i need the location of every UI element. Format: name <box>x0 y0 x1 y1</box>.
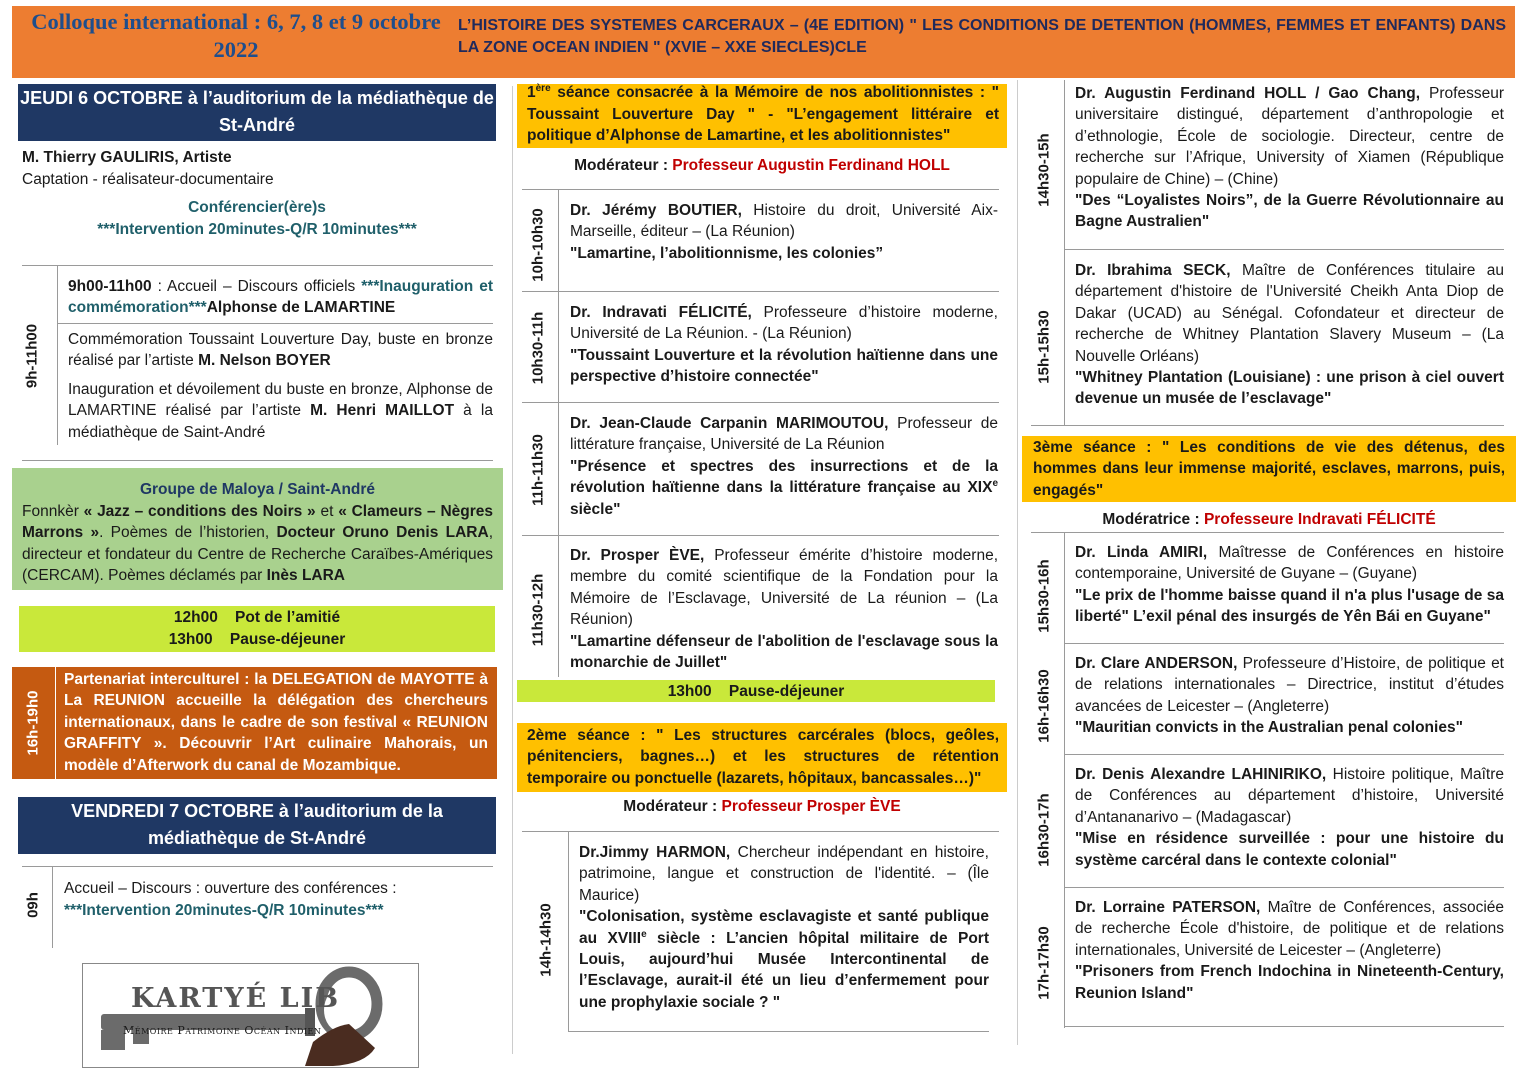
divider <box>1064 249 1504 250</box>
logo-title: KARTYÉ LIB <box>131 983 341 1014</box>
moderator-1: Modérateur : Professeur Augustin Ferdinand HOLL <box>574 157 950 174</box>
maloya-text: Fonnkèr « Jazz – conditions des Noirs » et « Clameurs – Nègres Marrons ». Poèmes de l’historien, Docteur Oruno Denis LARA, directeur et fondateur du Centre de Recherche Caraïbes-Amériques (CERCAM). Poèmes déclamés par Inès LARA <box>22 503 494 585</box>
divider <box>22 866 493 867</box>
slot-time: 9h-11h00 <box>23 323 41 389</box>
talk-holl: Dr. Augustin Ferdinand HOLL / Gao Chang, Professeur universitaire distingué, département d’anthropologie et d’ethnologie, École de sociologie. Directeur, centre de recherche sur l’Afrique, University of Xiamen (République populaire de Chine) – (Chine) "Des “Loyalistes Noirs”, de la Guerre Révolutionnaire au Bagne Australien" <box>1075 85 1504 231</box>
intervention-note: ***Intervention 20minutes-Q/R 10minutes*** <box>97 221 417 238</box>
talk-anderson: Dr. Clare ANDERSON, Professeure d’Histoire, de politique et de relations internationales – Directrice, institut d’études avancées de Leicester – (Angleterre) "Mauritian convicts in the Australian penal colonies" <box>1075 655 1504 737</box>
divider <box>22 460 493 461</box>
divider <box>1064 643 1504 644</box>
divider <box>522 535 999 536</box>
inauguration-text: Inauguration et dévoilement du buste en bronze, Alphonse de LAMARTINE réalisé par l’artiste M. Henri MAILLOT à la médiathèque de Saint-André <box>68 381 493 441</box>
talk-time: 15h-15h30 <box>1035 310 1053 384</box>
talk-marimoutou: Dr. Jean-Claude Carpanin MARIMOUTOU, Professeur de littérature française, Université de La Réunion "Présence et spectres des insurrections et de la révolution haïtienne dans la littérature française au XIXe siècle" <box>570 415 998 518</box>
talk-time: 15h30-16h <box>1035 559 1053 633</box>
divider <box>57 265 58 445</box>
divider <box>522 402 999 403</box>
opening-name: Alphonse de LAMARTINE <box>206 299 396 317</box>
divider <box>568 1031 989 1032</box>
friday-welcome: Accueil – Discours : ouverture des conférences : <box>64 880 397 897</box>
talk-time: 11h-11h30 <box>529 434 547 506</box>
lunch-line: 13h00 Pause-déjeuner <box>168 631 346 648</box>
opening-time: 9h00-11h00 <box>68 278 152 295</box>
moderator-2: Modérateur : Professeur Prosper ÈVE <box>623 798 901 815</box>
friday-time: 09h <box>24 892 42 918</box>
artist-name: M. Thierry GAULIRIS, Artiste <box>22 149 232 166</box>
divider <box>568 831 569 1031</box>
kartye-lib-logo <box>82 963 419 1068</box>
speakers-label: Conférencier(ère)s <box>188 199 326 216</box>
talk-seck: Dr. Ibrahima SECK, Maître de Conférences titulaire au département d'histoire de l'Université Cheikh Anta Diop de Dakar (UCAD) au Sénégal. Cofondateur et directeur de recherche de Whitney Plantation Slavery Museum – (La Nouvelle Orléans) "Whitney Plantation (Louisiane) : une prison à ciel ouvert devenue un musée de l’esclavage" <box>1075 262 1505 408</box>
divider <box>522 189 999 190</box>
column-divider <box>1017 80 1018 1045</box>
talk-harmon: Dr.Jimmy HARMON, Chercheur indépendant en histoire, patrimoine, langue et construction de l'identité. – (Île Maurice) "Colonisation, système esclavagiste et santé publique au XVIIIe siècle : L’ancien hôpital militaire de Port Louis, aujourd’hui Musée Intercontinental de l’Esclavage, aurait-il été un lieu d’enfermement pour une prophylaxie sociale ? " <box>579 844 989 1011</box>
session1-text: 1ère séance consacrée à la Mémoire de nos abolitionnistes : " Toussaint Louverture Day " - "L’engagement littéraire et politique d’Alphonse de Lamartine, et les abolitionnistes" <box>527 83 999 144</box>
moderator-3: Modératrice : Professeure Indravati FÉLICITÉ <box>1102 511 1436 528</box>
pot-line: 12h00 Pot de l’amitié <box>173 609 341 626</box>
lunch-line: 13h00 Pause-déjeuner <box>667 683 845 700</box>
talk-time: 17h-17h30 <box>1035 926 1053 1000</box>
colloquium-dates: Colloque international : 6, 7, 8 et 9 octobre 2022 <box>31 9 441 63</box>
divider <box>1064 532 1065 1028</box>
talk-time: 16h-16h30 <box>1035 669 1053 743</box>
talk-amiri: Dr. Linda AMIRI, Maîtresse de Conférences en histoire contemporaine, Université de Guyane – (Guyane) "Le prix de l'homme baisse quand il n'a plus l'usage de sa liberté" L’exil pénal des insurgés de Yên Bái en Guyane" <box>1075 544 1504 626</box>
divider <box>1064 754 1504 755</box>
day1-banner: JEUDI 6 OCTOBRE à l’auditorium de la médiathèque de St-André <box>18 84 496 141</box>
divider <box>1064 80 1065 425</box>
column-divider <box>512 86 513 1054</box>
divider <box>55 667 56 779</box>
opening-text: : Accueil – Discours officiels <box>151 278 362 295</box>
talk-eve: Dr. Prosper ÈVE, Professeur émérite d’histoire moderne, membre du comité scientifique de la Fondation pour la Mémoire de l’Esclavage, Université de La réunion – (La Réunion) "Lamartine défenseur de l'abolition de l'esclavage sous la monarchie de Juillet" <box>570 547 998 671</box>
maloya-title: Groupe de Maloya / Saint-André <box>139 481 376 498</box>
opening-slot <box>68 276 493 319</box>
talk-boutier: Dr. Jérémy BOUTIER, Histoire du droit, Université Aix-Marseille, éditeur – (La Réunion) "Lamartine, l’abolitionnisme, les colonies” <box>570 202 998 262</box>
commemoration-text: Commémoration Toussaint Louverture Day, buste en bronze réalisé par l’artiste M. Nelson BOYER <box>68 331 493 370</box>
session3-text: 3ème séance : " Les conditions de vie des détenus, des hommes dans leur immense majorité, esclaves, marrons, puis, engagés" <box>1033 439 1505 499</box>
divider <box>522 831 999 832</box>
talk-felicite: Dr. Indravati FÉLICITÉ, Professeure d’histoire moderne, Université de La Réunion. - (La Réunion) "Toussaint Louverture et la révolution haïtienne dans une perspective d’histoire connectée" <box>570 304 998 386</box>
talk-time: 10h-10h30 <box>529 208 547 282</box>
artist-role: Captation - réalisateur-documentaire <box>22 171 274 188</box>
talk-lahiniriko: Dr. Denis Alexandre LAHINIRIKO, Histoire politique, Maître de Conférences au département d’histoire, Université d’Antananarivo – (Madagascar) "Mise en résidence surveillée : pour une histoire du système carcéral dans le contexte colonial" <box>1075 766 1504 869</box>
divider <box>1031 425 1504 426</box>
talk-time: 14h30-15h <box>1035 133 1053 207</box>
divider <box>1064 1026 1504 1027</box>
divider <box>58 323 493 324</box>
talk-paterson: Dr. Lorraine PATERSON, Maître de Conférences, associée de recherche École d'histoire, de politique et de relations internationales, Université de Leicester – (Angleterre) "Prisoners from French Indochina in Nineteenth-Century, Reunion Island" <box>1075 899 1504 1002</box>
divider <box>558 189 559 677</box>
divider <box>22 265 493 266</box>
divider <box>52 866 53 948</box>
divider <box>1031 532 1504 533</box>
logo-subtitle: Mémoire Patrimoine Océan Indien <box>123 1024 322 1037</box>
talk-time: 10h30-11h <box>529 311 547 385</box>
colloquium-title: L’HISTOIRE DES SYSTEMES CARCERAUX – (4E EDITION) " LES CONDITIONS DE DETENTION (HOMMES, FEMMES ET ENFANTS) DANS LA ZONE OCEAN INDIEN " (XVIE – XXE SIECLES)CLE <box>458 17 1506 57</box>
divider <box>1064 887 1504 888</box>
day2-banner: VENDREDI 7 OCTOBRE à l’auditorium de la médiathèque de St-André <box>18 797 496 854</box>
partnership-time: 16h-19h0 <box>24 690 42 756</box>
talk-time: 14h-14h30 <box>537 903 555 977</box>
talk-time: 16h30-17h <box>1035 793 1053 867</box>
divider <box>522 291 999 292</box>
talk-time: 11h30-12h <box>529 573 547 647</box>
partnership-text: Partenariat interculturel : la DELEGATION de MAYOTTE à La REUNION accueille la délégation des chercheurs internationaux, dans le cadre de son festival « REUNION GRAFFITY ». Découvrir l’Art culinaire Mahorais, un modèle d’Afterwork du canal de Mozambique. <box>64 671 488 774</box>
friday-intervention: ***Intervention 20minutes-Q/R 10minutes*** <box>64 902 384 919</box>
opening-highlight: ***Inauguration et commémoration*** <box>68 278 493 317</box>
session2-text: 2ème séance : " Les structures carcérales (blocs, geôles, pénitenciers, bagnes…) et les structures de rétention temporaire ou ponctuelle (lazarets, hôpitaux, bancassales…)" <box>527 727 999 787</box>
